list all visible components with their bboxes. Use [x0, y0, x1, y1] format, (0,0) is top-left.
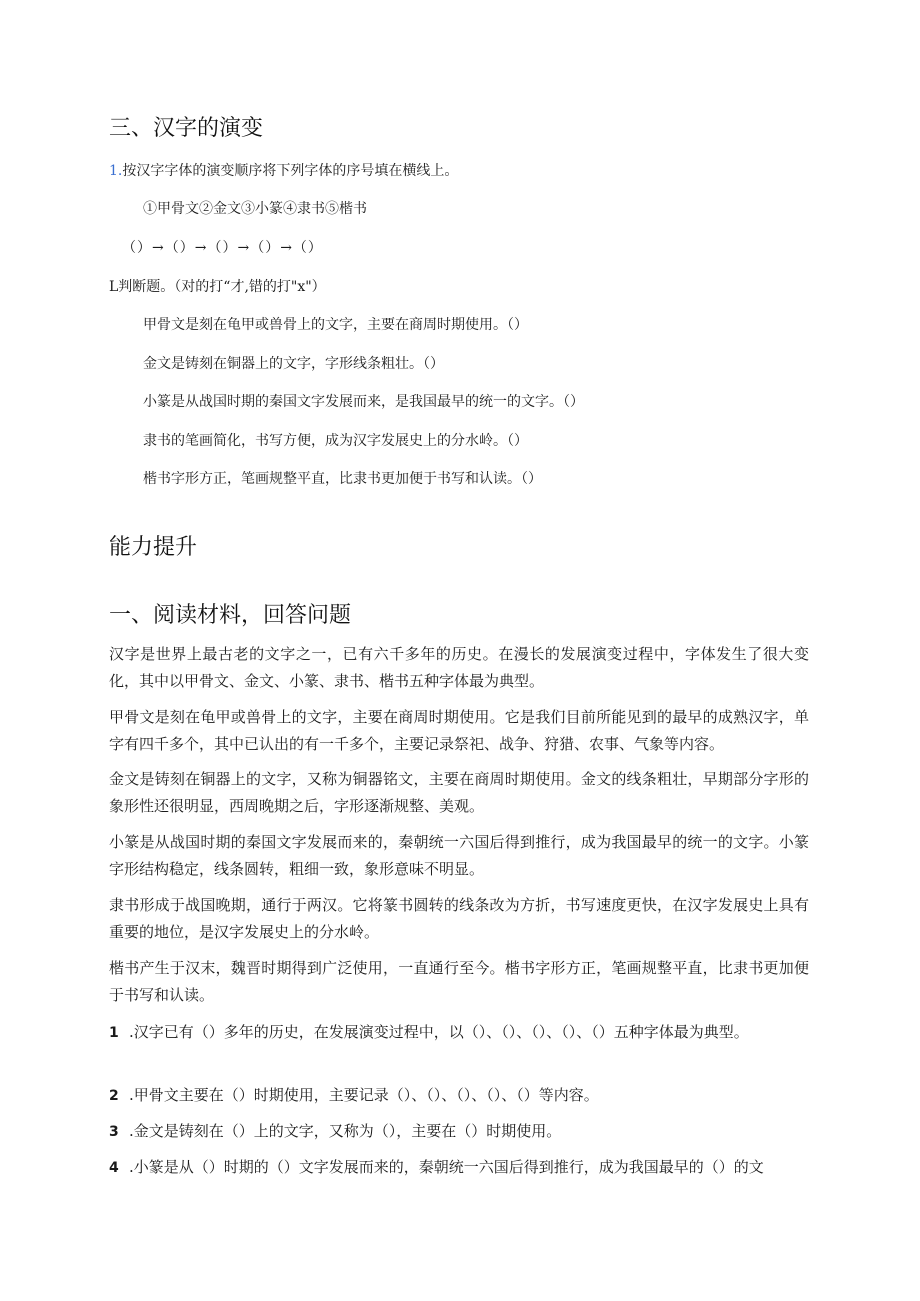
reading-paragraph: 甲骨文是刻在龟甲或兽骨上的文字，主要在商周时期使用。它是我们目前所能见到的最早的成熟汉字，单字有四千多个，其中已认出的有一千多个，主要记录祭祀、战争、狩猎、农事、气象等内容。 — [109, 708, 809, 753]
reading-paragraph: 金文是铸刻在铜器上的文字，又称为铜器铭文，主要在商周时期使用。金文的线条粗壮，早期部分字形的象形性还很明显，西周晚期之后，字形逐渐规整、美观。 — [109, 770, 809, 815]
question-number: 3 — [109, 1124, 119, 1140]
question-number: 1 — [109, 1025, 119, 1041]
question-text: .汉字已有（）多年的历史，在发展演变过程中，以（）、（）、（）、（）、（）五种字体最为典型。 — [129, 1023, 749, 1041]
judge-item: 楷书字形方正，笔画规整平直，比隶书更加便于书写和认读。（） — [143, 471, 542, 487]
reading-paragraph: 汉字是世界上最古老的文字之一，已有六千多年的历史。在漫长的发展演变过程中，字体发生了很大变化，其中以甲骨文、金文、小篆、隶书、楷书五种字体最为典型。 — [109, 645, 809, 690]
question-1-options: ①甲骨文②金文③小篆④隶书⑤楷书 — [143, 201, 367, 217]
question-1-number: 1. — [109, 163, 123, 179]
section-heading-reading: 一、阅读材料，回答问题 — [109, 603, 352, 628]
judge-item: 小篆是从战国时期的秦国文字发展而来，是我国最早的统一的文字。（） — [143, 394, 584, 410]
question-1-text: 按汉字字体的演变顺序将下列字体的序号填在横线上。 — [122, 163, 459, 179]
judge-item: 甲骨文是刻在龟甲或兽骨上的文字，主要在商周时期使用。（） — [143, 317, 528, 333]
question-text: .甲骨文主要在（）时期使用，主要记录（）、（）、（）、（）、（）等内容。 — [129, 1086, 599, 1104]
reading-question-2 — [109, 1082, 809, 1110]
judge-item: 隶书的笔画简化，书写方便，成为汉字发展史上的分水岭。（） — [143, 433, 528, 449]
section-heading-ability: 能力提升 — [109, 535, 198, 560]
reading-paragraph: 楷书产生于汉末，魏晋时期得到广泛使用，一直通行至今。楷书字形方正，笔画规整平直，比隶书更加便于书写和认读。 — [109, 959, 809, 1004]
section-heading-evolution: 三、汉字的演变 — [109, 116, 264, 141]
judge-item: 金文是铸刻在铜器上的文字，字形线条粗壮。（） — [143, 356, 444, 372]
reading-paragraph: 小篆是从战国时期的秦国文字发展而来的，秦朝统一六国后得到推行，成为我国最早的统一的文字。小篆字形结构稳定，线条圆转，粗细一致，象形意味不明显。 — [109, 833, 809, 878]
reading-question-3 — [109, 1118, 809, 1146]
reading-paragraph: 隶书形成于战国晚期，通行于两汉。它将篆书圆转的线条改为方折，书写速度更快，在汉字发展史上具有重要的地位，是汉字发展史上的分水岭。 — [109, 896, 809, 941]
reading-question-1 — [109, 1019, 809, 1047]
question-number: 2 — [109, 1088, 119, 1104]
question-1 — [109, 160, 458, 180]
question-text: .小篆是从（）时期的（）文字发展而来的，秦朝统一六国后得到推行，成为我国最早的（）的文 — [129, 1158, 764, 1176]
question-1-answer-blanks: （）→（）→（）→（）→（） — [122, 240, 323, 256]
question-number: 4 — [109, 1160, 119, 1176]
judge-section-title: L判断题。（对的打“才,错的打"x"） — [109, 279, 326, 295]
question-text: .金文是铸刻在（）上的文字，又称为（），主要在（）时期使用。 — [129, 1122, 562, 1140]
reading-question-4 — [109, 1154, 809, 1181]
